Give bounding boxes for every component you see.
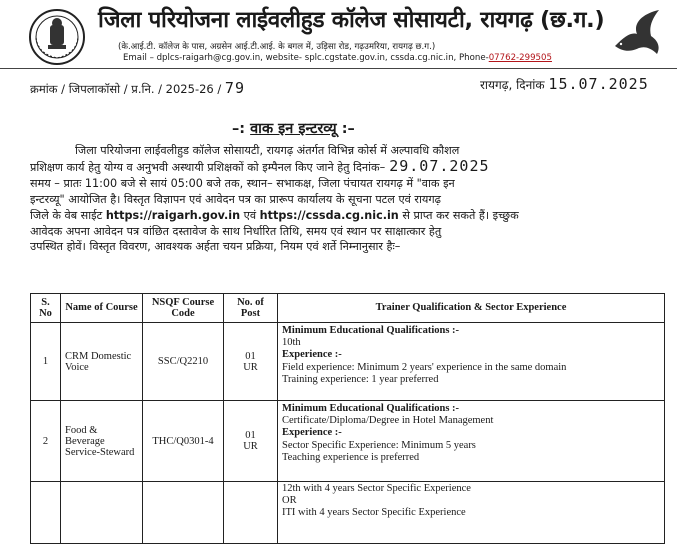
cell-course: Food & Beverage Service-Steward [61, 401, 143, 482]
bird-logo-icon [607, 6, 667, 66]
cell-qualification [278, 323, 665, 401]
cell-sno [31, 482, 61, 544]
post-count: 01 [245, 430, 256, 441]
header-sno: S. No [31, 294, 61, 323]
qualification-heading: Minimum Educational Qualifications :- [282, 325, 460, 336]
organization-title: जिला परियोजना लाईवलीहुड कॉलेज सोसायटी, रायगढ़ (छ.ग.) [98, 7, 605, 33]
post-count: 01 [245, 350, 256, 362]
header-divider [0, 68, 677, 69]
qualification-value: Certificate/Diploma/Degree in Hotel Management [282, 415, 494, 427]
heading-text: वाक इन इन्टरव्यू [250, 121, 337, 137]
cell-qualification [278, 401, 665, 482]
experience-line: Training experience: 1 year preferred [282, 373, 439, 385]
interview-date-handwritten: 29.07.2025 [389, 156, 490, 175]
experience-line: Field experience: Minimum 2 years' experience in the same domain [282, 361, 567, 373]
cell-sno: 2 [31, 401, 61, 482]
table-row [31, 482, 665, 544]
header-course: Name of Course [61, 294, 143, 323]
qualification-line: OR [282, 495, 297, 507]
body-line-5 [30, 208, 660, 224]
heading-prefix: –: [232, 121, 246, 137]
contact-details: Email – dplcs-raigarh@cg.gov.in, website- splc.cgstate.gov.in, cssda.cg.nic.in, Phone- [123, 53, 489, 63]
qualification-value: 10th [282, 337, 301, 349]
body-line-3: समय – प्रातः 11:00 बजे से सायं 05:00 बजे तक, स्थान– सभाकक्ष, जिला पंचायत रायगढ़ में "वाक इन [30, 176, 455, 190]
body-line-5-c: से प्राप्त कर सकते हैं। इच्छुक [402, 208, 519, 222]
body-line-5-a: जिले के वेब साईट [30, 208, 103, 222]
cell-code: THC/Q0301-4 [143, 401, 224, 482]
header-code: NSQF Course Code [143, 294, 224, 323]
government-emblem [28, 8, 86, 66]
table-header-row [31, 294, 665, 323]
reference-number [30, 79, 245, 97]
cell-sno: 1 [31, 323, 61, 401]
date-handwritten-value: 15.07.2025 [548, 75, 649, 93]
notice-body [30, 143, 660, 255]
qualification-line: 12th with 4 years Sector Specific Experience [282, 483, 471, 494]
body-line-1: जिला परियोजना लाईवलीहुड कॉलेज सोसायटी, रायगढ़ अंतर्गत विभिन्न कोर्स में अल्पावधि कौशल [75, 144, 460, 157]
body-line-2-text: प्रशिक्षण कार्य हेतु योग्य व अनुभवी अस्थायी प्रशिक्षकों को इम्पैनल किए जाने हेतु दिनांक– [30, 160, 386, 174]
organization-address: (के.आई.टी. कॉलेज के पास, अग्रसेन आई.टी.आई. के बगल में, उड़िसा रोड, गढ़उमरिया, रायगढ़ छ.ग.) [118, 42, 436, 52]
cell-course [61, 482, 143, 544]
organization-contact [123, 53, 552, 63]
table-row [31, 323, 665, 401]
body-line-6: आवेदक अपना आवेदन पत्र वांछित दस्तावेज के साथ निर्धारित तिथि, समय एवं स्थान पर साक्षात्कार हेतु [30, 224, 442, 238]
cell-posts [224, 401, 278, 482]
cell-posts [224, 323, 278, 401]
body-line-5-b: एवं [243, 208, 257, 222]
experience-line: Sector Specific Experience: Minimum 5 years [282, 439, 476, 451]
issue-date [480, 75, 649, 93]
qualification-line: ITI with 4 years Sector Specific Experience [282, 507, 466, 519]
body-line-2 [30, 156, 660, 176]
cell-qualification [278, 482, 665, 544]
experience-line: Teaching experience is preferred [282, 451, 420, 463]
experience-heading: Experience :- [282, 349, 342, 361]
body-line-4: इन्टरव्यू" आयोजित है। विस्तृत विज्ञापन एवं आवेदन पत्र का प्रारूप कार्यालय के सूचना पटल एवं रायगढ़ [30, 192, 441, 206]
header-qualification: Trainer Qualification & Sector Experience [278, 294, 665, 323]
date-label: रायगढ़, दिनांक [480, 78, 545, 92]
website-link-raigarh[interactable]: https://raigarh.gov.in [105, 208, 241, 222]
notice-heading [232, 118, 355, 138]
reference-handwritten-number: 79 [224, 79, 245, 97]
trainer-requirements-table [30, 293, 665, 544]
post-category: UR [243, 361, 258, 373]
experience-heading: Experience :- [282, 427, 342, 439]
heading-suffix: :– [341, 121, 355, 137]
website-link-cssda[interactable]: https://cssda.cg.nic.in [259, 208, 399, 222]
header-posts: No. of Post [224, 294, 278, 323]
table-row [31, 401, 665, 482]
reference-label: क्रमांक / जिपलाकॉसो / प्र.नि. / 2025-26 / [30, 82, 222, 96]
cell-posts [224, 482, 278, 544]
post-category: UR [243, 441, 258, 452]
cell-course: CRM Domestic Voice [61, 323, 143, 401]
phone-number: 07762-299505 [488, 53, 552, 63]
body-line-7: उपस्थित होवें। विस्तृत विवरण, आवश्यक अर्हता चयन प्रक्रिया, नियम एवं शर्ते निम्नानुसार हैः– [30, 240, 401, 254]
cell-code: SSC/Q2210 [143, 323, 224, 401]
cell-code [143, 482, 224, 544]
qualification-heading: Minimum Educational Qualifications :- [282, 403, 460, 414]
